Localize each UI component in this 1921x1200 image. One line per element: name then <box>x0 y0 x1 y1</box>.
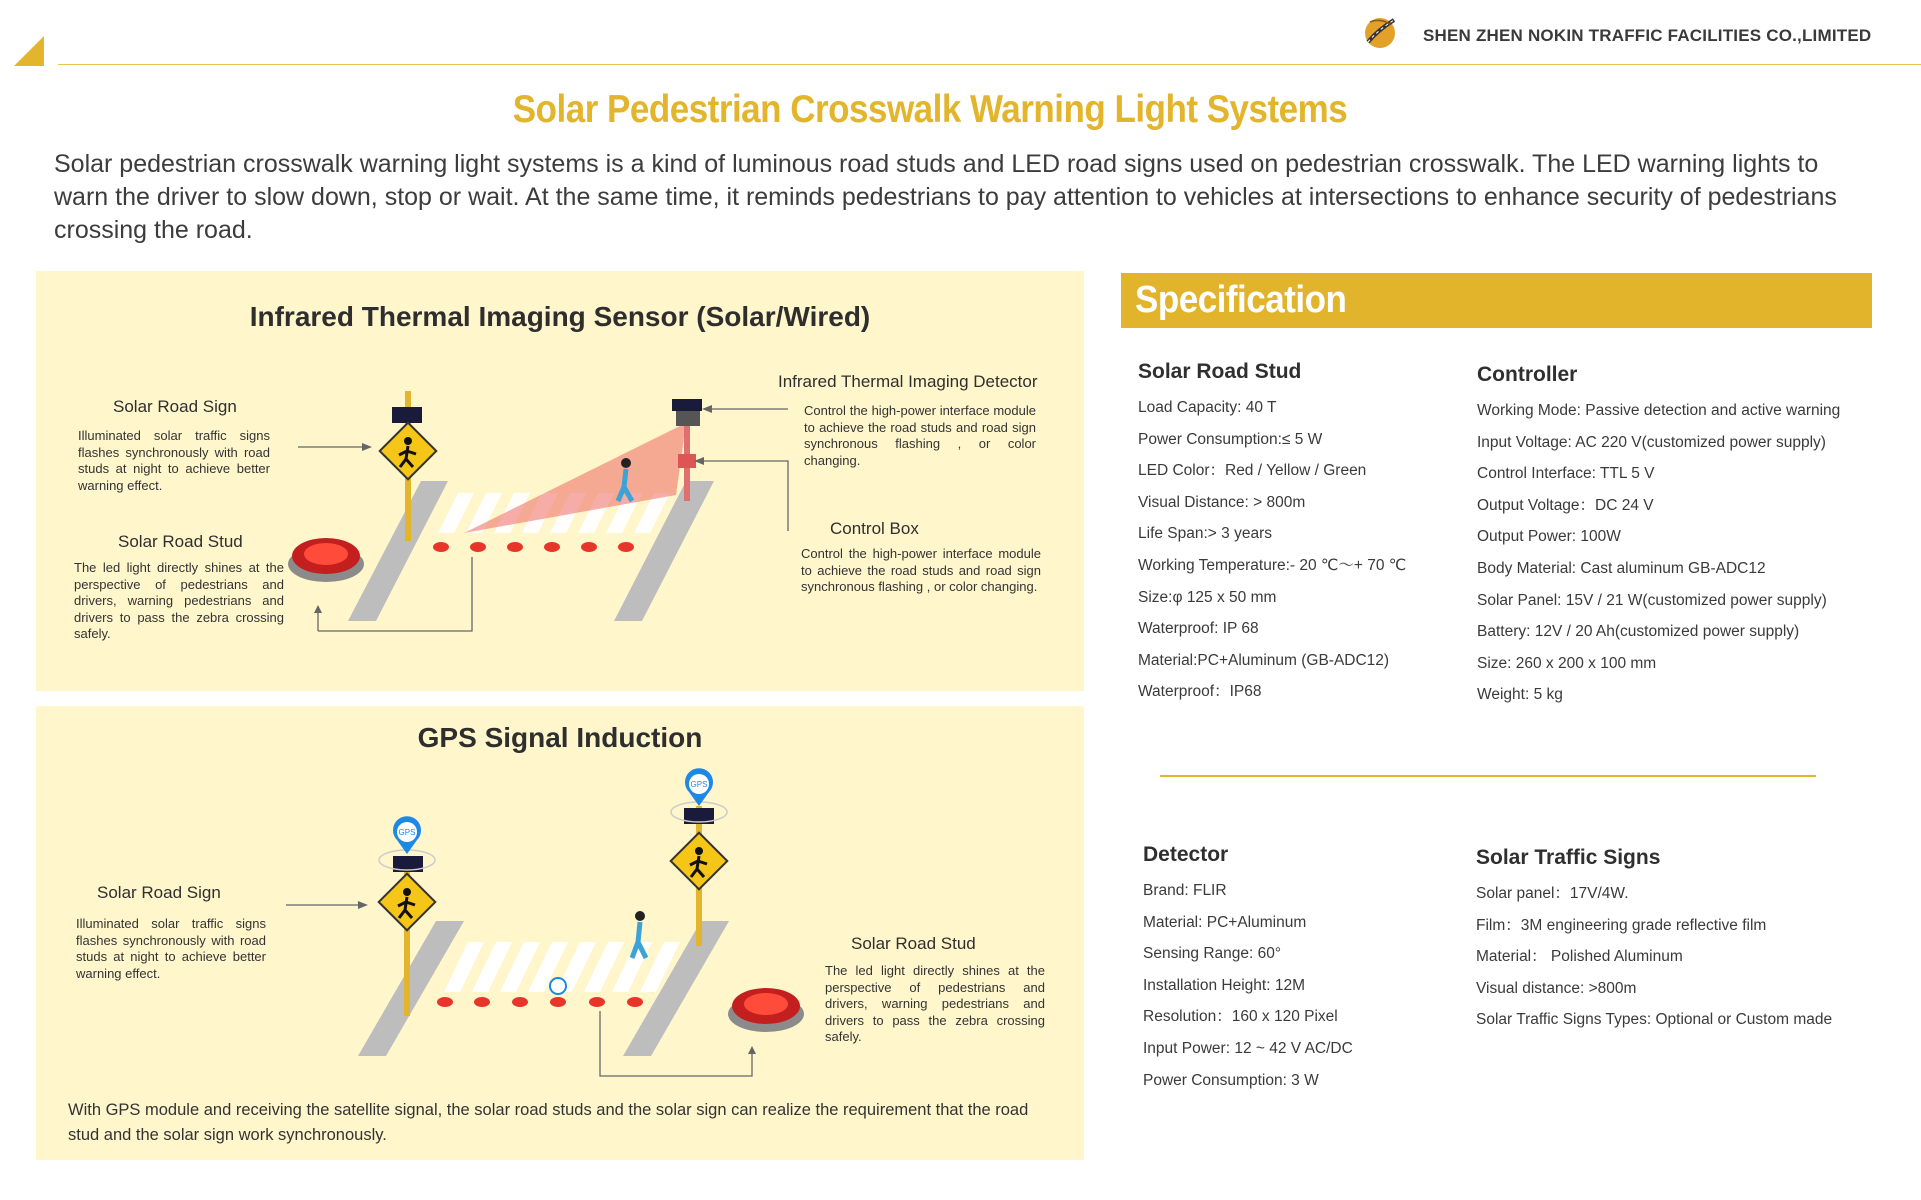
right-pedestrian-sign-icon <box>671 833 728 890</box>
specification-title: Specification <box>1135 278 1347 321</box>
stud-gps-pin-icon <box>550 978 566 994</box>
left-pedestrian-sign-icon <box>379 874 436 931</box>
sign-solar-panel <box>392 407 422 423</box>
spec-item: LED Color：Red / Yellow / Green <box>1138 462 1367 480</box>
spec-item: Size:φ 125 x 50 mm <box>1138 588 1277 606</box>
road-sign-description: Illuminated solar traffic signs flashes synchronously with road studs at night to achieve better warning effect. <box>76 916 266 981</box>
right-gps-pin-icon <box>685 768 713 806</box>
large-road-stud-icon <box>288 538 364 582</box>
spec-item: Input Power: 12 ~ 42 V AC/DC <box>1143 1039 1353 1057</box>
left-gps-pin-icon <box>393 816 421 854</box>
road-stud-label: Solar Road Stud <box>851 934 976 953</box>
gps-tag-text: GPS <box>398 828 416 837</box>
left-curb <box>348 481 448 621</box>
spec-item: Solar Panel: 15V / 21 W(customized power supply) <box>1477 591 1827 609</box>
pedestrian-sign-icon <box>380 423 437 480</box>
spec-solar-traffic-signs <box>1476 846 1832 1042</box>
intro-paragraph: Solar pedestrian crosswalk warning light systems is a kind of luminous road studs and LED road signs used on pedestrian crosswalk. The LED warning lights to warn the driver to slow down, stop or wait. At the same time, it reminds pedestrians to pay attention to vehicles at intersections to enhance security of pedestrians crossing the road. <box>54 150 1837 244</box>
road-sign-label: Solar Road Sign <box>113 397 237 416</box>
spec-item: Resolution：160 x 120 Pixel <box>1143 1008 1338 1026</box>
gps-tag-text: GPS <box>690 780 708 789</box>
gps-induction-panel <box>36 706 1084 1160</box>
detector-description: Control the high-power interface module to achieve the road studs and road sign synchronous flashing , or color changing. <box>804 403 1036 468</box>
spec-item: Weight: 5 kg <box>1477 686 1563 704</box>
spec-heading: Detector <box>1143 843 1229 866</box>
spec-item: Waterproof：IP68 <box>1138 683 1262 701</box>
spec-solar-road-stud <box>1138 360 1406 714</box>
spec-item: Input Voltage: AC 220 V(customized power supply) <box>1477 433 1826 451</box>
scene-road-studs <box>437 997 643 1007</box>
spec-item: Solar Traffic Signs Types: Optional or Custom made <box>1476 1011 1833 1029</box>
corner-triangle-decoration <box>14 36 44 66</box>
spec-item: Power Consumption:≤ 5 W <box>1138 430 1323 448</box>
spec-item: Material:PC+Aluminum (GB-ADC12) <box>1138 651 1390 669</box>
control-box-description: Control the high-power interface module to achieve the road studs and road sign synchronous flashing , or color changing. <box>801 546 1041 594</box>
spec-item: Control Interface: TTL 5 V <box>1477 465 1655 483</box>
spec-item: Waterproof: IP 68 <box>1138 620 1259 638</box>
spec-item: Sensing Range: 60° <box>1143 945 1282 963</box>
spec-item: Visual distance: >800m <box>1476 979 1637 997</box>
gps-footer-text: With GPS module and receiving the satellite signal, the solar road studs and the solar sign can realize the requirement that the road stud and the solar sign work synchronously. <box>68 1101 1029 1144</box>
spec-item: Battery: 12V / 20 Ah(customized power supply) <box>1477 623 1800 641</box>
spec-item: Visual Distance: > 800m <box>1138 493 1306 511</box>
specification-banner <box>1121 273 1872 328</box>
globe-road-logo-icon <box>1360 14 1400 50</box>
detector-solar-panel <box>672 399 702 411</box>
company-name: SHEN ZHEN NOKIN TRAFFIC FACILITIES CO.,LIMITED <box>1423 26 1872 45</box>
spec-heading: Solar Road Stud <box>1138 360 1302 383</box>
spec-item: Working Temperature:- 20 ℃～+ 70 ℃ <box>1138 556 1407 574</box>
spec-item: Life Span:> 3 years <box>1138 525 1272 543</box>
spec-item: Solar panel：17V/4W. <box>1476 885 1629 902</box>
road-stud-description: The led light directly shines at the perspective of pedestrians and drivers, warning pedestrians and drivers to pass the zebra crossing safely. <box>825 963 1045 1044</box>
spec-item: Material: PC+Aluminum <box>1143 913 1307 931</box>
spec-item: Film：3M engineering grade reflective film <box>1476 916 1767 934</box>
spec-item: Size: 260 x 200 x 100 mm <box>1477 654 1657 672</box>
spec-divider <box>1160 775 1816 777</box>
spec-controller <box>1477 363 1840 717</box>
spec-heading: Controller <box>1477 363 1578 386</box>
spec-detector <box>1143 843 1353 1102</box>
spec-item: Load Capacity: 40 T <box>1138 399 1277 416</box>
control-box <box>678 454 696 468</box>
scene-road-studs <box>433 542 634 552</box>
panel-title: GPS Signal Induction <box>417 722 703 753</box>
page-title: Solar Pedestrian Crosswalk Warning Light Systems <box>512 88 1348 131</box>
road-sign-description: Illuminated solar traffic signs flashes synchronously with road studs at night to achieve better warning effect. <box>78 428 270 493</box>
control-box-label: Control Box <box>830 519 919 538</box>
spec-item: Installation Height: 12M <box>1143 976 1305 994</box>
infrared-sensor-panel <box>36 271 1084 691</box>
spec-item: Output Power: 100W <box>1477 528 1621 546</box>
spec-item: Working Mode: Passive detection and active warning <box>1477 402 1841 419</box>
spec-heading: Solar Traffic Signs <box>1476 846 1661 869</box>
detector-label: Infrared Thermal Imaging Detector <box>778 372 1038 391</box>
spec-item: Output Voltage：DC 24 V <box>1477 496 1654 514</box>
spec-item: Power Consumption: 3 W <box>1143 1071 1319 1089</box>
panel-title: Infrared Thermal Imaging Sensor (Solar/Wired) <box>249 301 871 332</box>
spec-item: Material： Polished Aluminum <box>1476 948 1683 966</box>
road-stud-description: The led light directly shines at the perspective of pedestrians and drivers, warning pedestrians and drivers to pass the zebra crossing safely. <box>74 560 284 641</box>
spec-item: Brand: FLIR <box>1143 882 1227 899</box>
spec-item: Body Material: Cast aluminum GB-ADC12 <box>1477 559 1766 577</box>
road-sign-label: Solar Road Sign <box>97 883 221 902</box>
large-road-stud-icon <box>728 988 804 1032</box>
road-stud-label: Solar Road Stud <box>118 532 243 551</box>
header-divider <box>58 64 1921 65</box>
